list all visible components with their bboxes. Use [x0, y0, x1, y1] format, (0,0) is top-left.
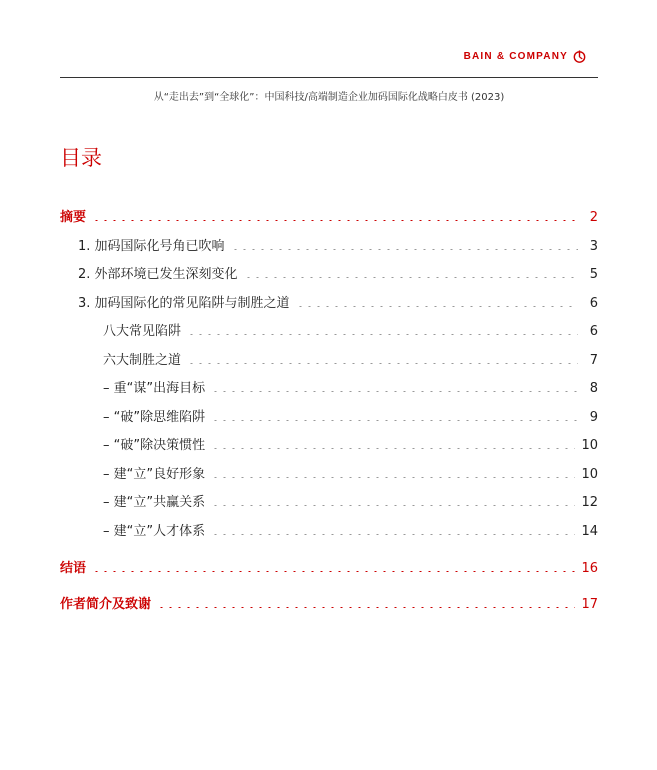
toc-title: 目录 [60, 146, 102, 170]
toc-entry-label: – 重“谋”出海目标 [103, 381, 206, 396]
toc-entry-page: 9 [589, 410, 598, 425]
report-subtitle: 从“走出去”到“全球化”：中国科技/高端制造企业加码国际化战略白皮书 (2023) [153, 92, 505, 103]
brand-logo [464, 50, 586, 63]
toc-entry-summary[interactable] [60, 205, 598, 225]
dot-leader [244, 277, 578, 278]
toc-entry-sub-5[interactable] [60, 490, 598, 510]
toc-entry-page: 6 [589, 324, 598, 339]
toc-entry-sub-6[interactable] [60, 519, 598, 539]
dot-leader [296, 306, 578, 307]
dot-leader [92, 571, 575, 572]
toc-entry-label: – 建“立”共赢关系 [103, 495, 206, 510]
toc-entry-label: 3. 加码国际化的常见陷阱与制胜之道 [78, 296, 290, 311]
toc-entry-page: 17 [581, 597, 598, 612]
dot-leader [211, 534, 575, 535]
toc-entry-chapter-2[interactable] [60, 262, 598, 282]
toc-entry-page: 10 [581, 438, 598, 453]
toc-entry-page: 3 [589, 239, 598, 254]
toc-entry-authors[interactable] [60, 592, 598, 612]
toc-entry-eight-pitfalls[interactable] [60, 319, 598, 339]
bain-circle-logo-icon [573, 50, 586, 63]
toc-entry-label: – “破”除思维陷阱 [103, 410, 206, 425]
toc-entry-sub-4[interactable] [60, 462, 598, 482]
toc-entry-conclusion[interactable] [60, 556, 598, 576]
toc-entry-label: 1. 加码国际化号角已吹响 [78, 239, 225, 254]
dot-leader [157, 607, 575, 608]
toc-entry-page: 8 [589, 381, 598, 396]
toc-entry-label: 八大常见陷阱 [103, 324, 182, 339]
toc-entry-sub-3[interactable] [60, 433, 598, 453]
toc-entry-page: 6 [589, 296, 598, 311]
toc-entry-six-ways[interactable] [60, 348, 598, 368]
toc-entry-sub-1[interactable] [60, 376, 598, 396]
toc-entry-label: – “破”除决策惯性 [103, 438, 206, 453]
toc-entry-page: 7 [589, 353, 598, 368]
dot-leader [211, 505, 575, 506]
header-rule [60, 77, 598, 78]
toc-entry-label: – 建“立”人才体系 [103, 524, 206, 539]
toc-entry-label: 2. 外部环境已发生深刻变化 [78, 267, 238, 282]
dot-leader [211, 391, 578, 392]
toc-entry-label: 作者简介及致谢 [60, 597, 152, 612]
toc-entry-page: 2 [589, 210, 598, 225]
brand-name: BAIN & COMPANY [463, 51, 568, 62]
toc-entry-page: 10 [581, 467, 598, 482]
dot-leader [211, 477, 575, 478]
dot-leader [187, 363, 578, 364]
toc-entry-page: 14 [581, 524, 598, 539]
toc-entry-page: 5 [589, 267, 598, 282]
dot-leader [211, 448, 575, 449]
dot-leader [211, 420, 578, 421]
dot-leader [187, 334, 578, 335]
toc-entry-page: 12 [581, 495, 598, 510]
dot-leader [231, 249, 578, 250]
toc-entry-label: 六大制胜之道 [103, 353, 182, 368]
toc-entry-label: 摘要 [60, 210, 87, 225]
toc-entry-chapter-1[interactable] [60, 234, 598, 254]
dot-leader [92, 220, 578, 221]
toc-entry-page: 16 [581, 561, 598, 576]
toc-entry-label: 结语 [60, 561, 87, 576]
toc-entry-chapter-3[interactable] [60, 291, 598, 311]
toc-entry-label: – 建“立”良好形象 [103, 467, 206, 482]
toc-entry-sub-2[interactable] [60, 405, 598, 425]
